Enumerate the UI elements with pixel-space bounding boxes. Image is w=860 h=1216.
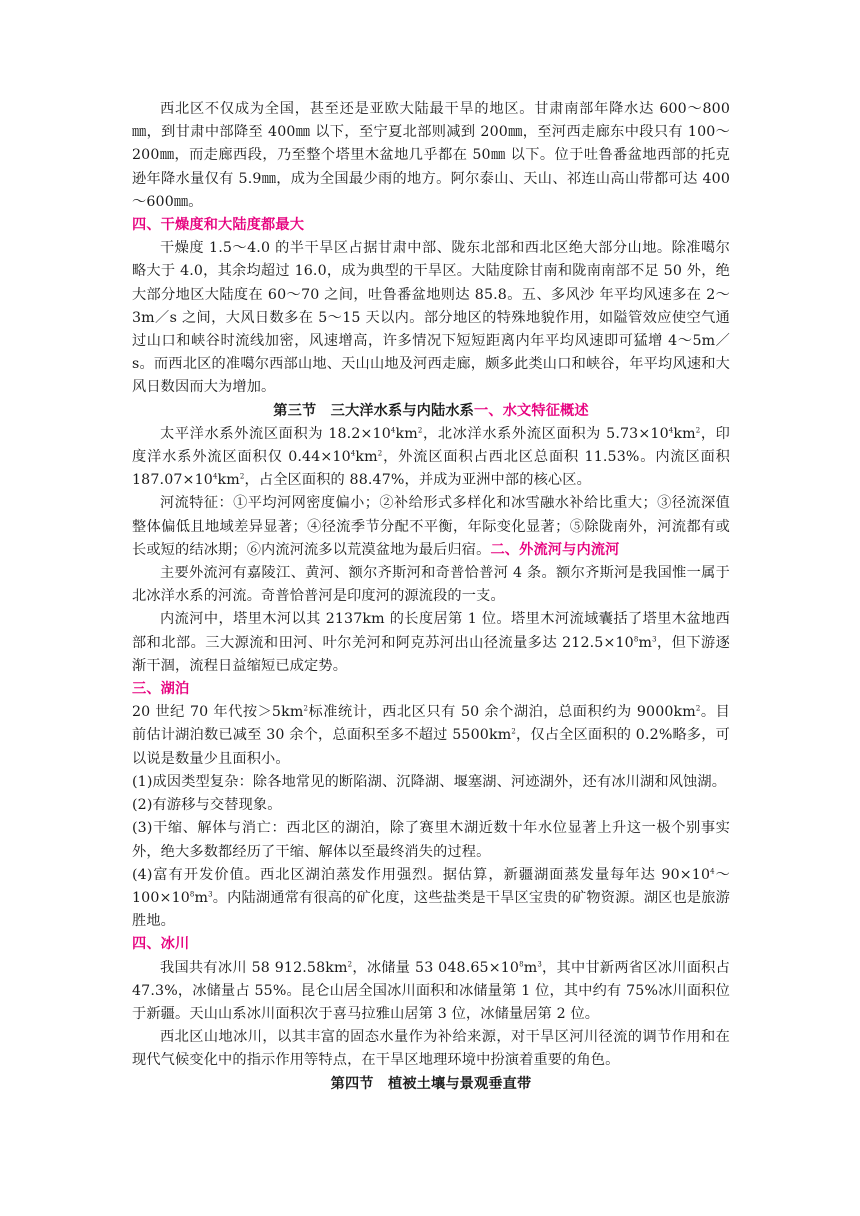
heading-exorheic-endorheic: 二、外流河与内流河 bbox=[490, 541, 620, 558]
list-item-lake-value: (4)富有开发价值。西北区湖泊蒸发作用强烈。据估算，新疆湖面蒸发量每年达 $90\times 10^4\sim 100\times 10^8m^3$。内陆湖通常有很高的矿化度，这些盐类是干旱区宝贵的矿物资源。湖区也是旅游胜地。 bbox=[132, 866, 730, 930]
section-title-3-text: 第三节 三大洋水系与内陆水系 bbox=[273, 402, 475, 419]
list-item-lake-shrinking: (3)干缩、解体与消亡：西北区的湖泊，除了赛里木湖近数十年水位显著上升这一极个别事实外，绝大多数都经历了干缩、解体以至最终消失的过程。 bbox=[132, 820, 730, 860]
heading-aridity-continentality: 四、干燥度和大陆度都最大 bbox=[132, 217, 305, 234]
list-item-lake-types: (1)成因类型复杂：除各地常见的断陷湖、沉降湖、堰塞湖、河迹湖外，还有冰川湖和风蚀湖。 bbox=[132, 773, 727, 790]
paragraph-precipitation: 西北区不仅成为全国，甚至还是亚欧大陆最干旱的地区。甘肃南部年降水达 600～800㎜，到甘肃中部降至 400㎜ 以下，至宁夏北部则减到 200㎜，至河西走廊东中段只有 100～200㎜，而走廊西段，乃至整个塔里木盆地几乎都在 50㎜ 以下。位于吐鲁番盆地西部的托克逊年降水量仅有 5.9㎜，成为全国最少雨的地方。阿尔泰山、天山、祁连山高山带都可达 400～600㎜。 bbox=[132, 101, 730, 210]
paragraph-drainage-areas: 太平洋水系外流区面积为 $18.2\times 10^4km^2$，北冰洋水系外流区面积为 $5.73\times 10^4km^2$，印度洋水系外流区面积仅 $0.44\times 10^4km^2$，外流区面积占西北区总面积 11.53%。内流区面积 $187.07\times 10^4km^2$，占全区面积的 88.47%，并成为亚洲中部的核心区。 bbox=[132, 425, 730, 489]
paragraph-aridity: 干燥度 1.5～4.0 的半干旱区占据甘肃中部、陇东北部和西北区绝大部分山地。除准噶尔略大于 4.0，其余均超过 16.0，成为典型的干旱区。大陆度除甘南和陇南南部不足 50 外，绝大部分地区大陆度在 60～70 之间，吐鲁番盆地则达 85.8。五、多风沙 年平均风速多在 2～3m／s 之间，大风日数多在 5～15 天以内。部分地区的特殊地貌作用，如隘管效应使空气通过山口和峡谷时流线加密，风速增高，许多情况下短短距离内年平均风速即可猛增 4～5m／s。而西北区的准噶尔西部山地、天山山地及河西走廊，颇多此类山口和峡谷，年平均风速和大风日数因而大为增加。 bbox=[132, 240, 730, 396]
paragraph-river-features: 河流特征：①平均河网密度偏小；②补给形式多样化和冰雪融水补给比重大；③径流深值整体偏低且地域差异显著；④径流季节分配不平衡，年际变化显著；⑤除陇南外，河流都有或长或短的结冰期；⑥内流河流多以荒漠盆地为最后归宿。二、外流河与内流河 bbox=[132, 495, 730, 558]
section-title-3 bbox=[132, 400, 730, 423]
section-title-4: 第四节 植被土壤与景观垂直带 bbox=[330, 1075, 532, 1092]
document-page bbox=[132, 98, 730, 1096]
paragraph-glacier-stats: 我国共有冰川 58 $912.58km^2$，冰储量 53 $048.65\times 10^8m^3$，其中甘新两省区冰川面积占 47.3%，冰储量占 55%。昆仑山居全国冰川面积和冰储量第 1 位，其中约有 75%冰川面积位于新疆。天山山系冰川面积次于喜马拉雅山居第 3 位，冰储量居第 2 位。 bbox=[132, 959, 730, 1022]
heading-hydrology-overview: 一、水文特征概述 bbox=[474, 402, 589, 419]
paragraph-glacier-role: 西北区山地冰川，以其丰富的固态水量作为补给来源，对干旱区河川径流的调节作用和在现代气候变化中的指示作用等特点，在干旱区地理环境中扮演着重要的角色。 bbox=[132, 1029, 730, 1069]
heading-lakes: 三、湖泊 bbox=[132, 681, 190, 698]
paragraph-lakes: 20 世纪 70 年代按$>5km^2$标准统计，西北区只有 50 余个湖泊，总面积约为 $9000km^2$。目前估计湖泊数已减至 30 余个，总面积至多不超过 $5500km^2$，仅占全区面积的 0.2%略多，可以说是数量少且面积小。 bbox=[132, 704, 731, 767]
paragraph-exorheic-rivers: 主要外流河有嘉陵江、黄河、额尔齐斯河和奇普恰普河 4 条。额尔齐斯河是我国惟一属于北冰洋水系的河流。奇普恰普河是印度河的源流段的一支。 bbox=[132, 565, 730, 605]
paragraph-endorheic-rivers: 内流河中，塔里木河以其 2137km 的长度居第 1 位。塔里木河流域囊括了塔里木盆地西部和北部。三大源流和田河、叶尔羌河和阿克苏河出山径流量多达 $212.5\times 10^8m^3$，但下游逐渐干涸，流程日益缩短已成定势。 bbox=[132, 611, 730, 674]
list-item-lake-migration: (2)有游移与交替现象。 bbox=[132, 797, 282, 814]
heading-glaciers: 四、冰川 bbox=[132, 936, 190, 953]
